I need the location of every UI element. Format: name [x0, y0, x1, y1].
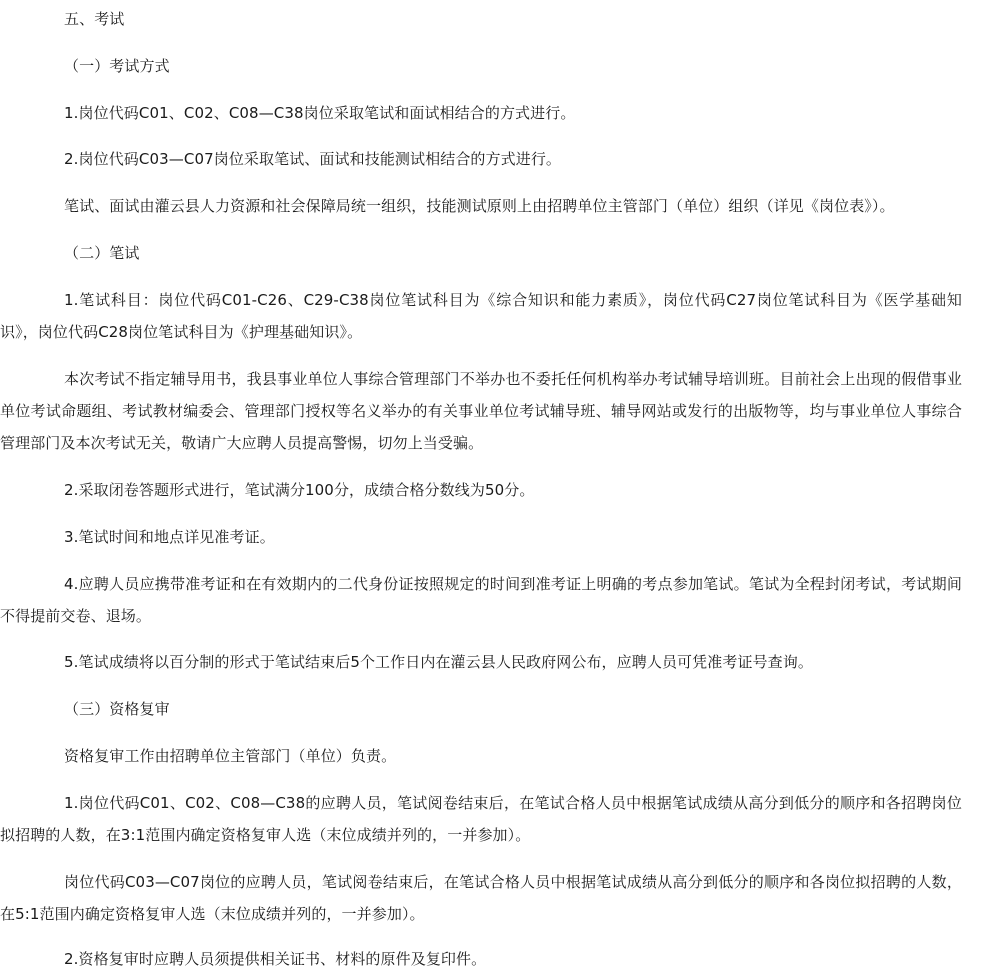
paragraph: 1.岗位代码C01、C02、C08—C38岗位采取笔试和面试相结合的方式进行。 [64, 104, 576, 122]
subsection-heading: （一）考试方式 [64, 57, 170, 75]
paragraph: 2.岗位代码C03—C07岗位采取笔试、面试和技能测试相结合的方式进行。 [64, 150, 562, 168]
subsection-heading: （三）资格复审 [64, 700, 170, 718]
paragraph: 3.笔试时间和地点详见准考证。 [64, 528, 275, 546]
paragraph: 岗位代码C03—C07岗位的应聘人员，笔试阅卷结束后，在笔试合格人员中根据笔试成绩从高分到低分的顺序和各岗位拟招聘的人数，在5:1范围内确定资格复审人选（末位成绩并列的，一并参加）。 [0, 873, 962, 923]
section-heading: 五、考试 [64, 10, 125, 28]
paragraph: 本次考试不指定辅导用书，我县事业单位人事综合管理部门不举办也不委托任何机构举办考试辅导培训班。目前社会上出现的假借事业单位考试命题组、考试教材编委会、管理部门授权等名义举办的有关事业单位考试辅导班、辅导网站或发行的出版物等，均与事业单位人事综合管理部门及本次考试无关，敬请广大应聘人员提高警惕，切勿上当受骗。 [0, 370, 962, 452]
paragraph: 1.笔试科目：岗位代码C01-C26、C29-C38岗位笔试科目为《综合知识和能力素质》，岗位代码C27岗位笔试科目为《医学基础知识》，岗位代码C28岗位笔试科目为《护理基础知识》。 [0, 291, 962, 341]
paragraph: 1.岗位代码C01、C02、C08—C38的应聘人员，笔试阅卷结束后，在笔试合格人员中根据笔试成绩从高分到低分的顺序和各招聘岗位拟招聘的人数，在3:1范围内确定资格复审人选（末位成绩并列的，一并参加）。 [0, 794, 962, 844]
paragraph: 2.资格复审时应聘人员须提供相关证书、材料的原件及复印件。 [64, 950, 487, 968]
paragraph: 4.应聘人员应携带准考证和在有效期内的二代身份证按照规定的时间到准考证上明确的考点参加笔试。笔试为全程封闭考试，考试期间不得提前交卷、退场。 [0, 575, 962, 625]
paragraph: 5.笔试成绩将以百分制的形式于笔试结束后5个工作日内在灌云县人民政府网公布，应聘人员可凭准考证号查询。 [64, 653, 813, 671]
paragraph: 资格复审工作由招聘单位主管部门（单位）负责。 [64, 747, 397, 765]
paragraph: 2.采取闭卷答题形式进行，笔试满分100分，成绩合格分数线为50分。 [64, 481, 535, 499]
subsection-heading: （二）笔试 [64, 244, 140, 262]
paragraph: 笔试、面试由灌云县人力资源和社会保障局统一组织，技能测试原则上由招聘单位主管部门（单位）组织（详见《岗位表》）。 [64, 197, 895, 215]
